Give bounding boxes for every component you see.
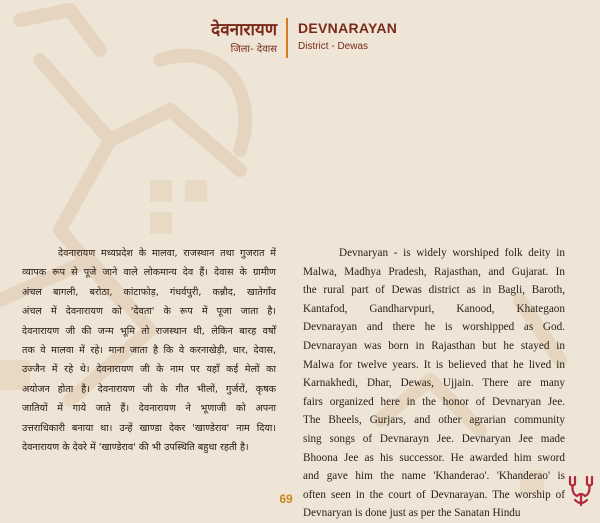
hindi-column: [22, 244, 276, 457]
hindi-line: देवनारायण के देवरे में 'खाण्डेराव' की भी उपस्थिति बहुधा रहती है।: [22, 442, 249, 454]
header-divider: [286, 18, 288, 58]
hindi-line: देवनारायण जी की जन्म भूमि तो राजस्थान थी, लेकिन बारह वर्षों: [22, 325, 276, 337]
english-line: the rural part of Dewas district as in Bagli, Baroth,: [303, 284, 565, 297]
hindi-line: तक वे मालवा में रहे। माना जाता है कि वे करनाखेड़ी, धार, देवास,: [22, 345, 276, 357]
subtitle-hindi: जिला- देवास: [230, 44, 277, 55]
hindi-line: जातियों में गाये जाते हैं। देवनारायण ने भूणाजी को अपना: [22, 403, 276, 415]
title-english: DEVNARAYAN: [298, 20, 398, 36]
english-line: Devnaryan - is widely worshiped folk deity in: [339, 247, 565, 259]
english-line: Devnarayan was born in Rajasthan but he stayed in: [303, 339, 565, 352]
page-number: 69: [279, 492, 293, 506]
hindi-line: अंचल में देवनारायण को 'देवता' के रूप में पूजा जाता है।: [22, 306, 276, 318]
hindi-line: अंचल बागली, बरोठा, कांटाफोड़, गंधर्वपुरी, कन्नौद, खातेगाँव: [22, 286, 276, 298]
english-line: Karnakhedi, Dhar, Dewas, Ujjain. There are many: [303, 377, 565, 390]
english-line: Bhoona Jee as his successor. He awarded him sword: [303, 451, 565, 464]
subtitle-english: District - Dewas: [298, 41, 369, 52]
english-line: Malwa for twelve years. It is believed that he lived in: [303, 358, 565, 371]
english-column: [303, 244, 565, 523]
hindi-line: उज्जैन में रहे थे। देवनारायण जी के नाम पर यहाँ कई मेलों का: [22, 364, 276, 376]
tribal-emblem-icon: [566, 474, 596, 508]
english-line: and gave him the name 'Khanderao'. 'Khanderao' is: [303, 470, 565, 483]
english-line: The Bheels, Gurjars, and other agrarian community: [303, 414, 565, 427]
english-line: Devnarayan and there he is worshipped as God.: [303, 321, 565, 334]
english-line: sing songs of Devnarayn Jee. Devnaryan Jee made: [303, 432, 565, 445]
hindi-line: देवनारायण मध्यप्रदेश के मालवा, राजस्थान तथा गुजरात में: [58, 248, 276, 259]
hindi-line: उत्तराधिकारी बनाया था। उन्हें खाण्डा देकर 'खाण्डेराव' नाम दिया।: [22, 422, 276, 434]
english-line: often seen in the court of Devnarayan. The worship of: [303, 488, 565, 501]
hindi-line: व्यापक रूप से पूजे जाने वाले लोकमान्य देव हैं। देवास के ग्रामीण: [22, 267, 276, 279]
title-hindi: देवनारायण: [211, 20, 277, 40]
english-line: Devnaryan is done just as per the Sanatan Hindu: [303, 507, 521, 520]
english-line: Kantafod, Gandharvpuri, Kanood, Khategaon: [303, 302, 565, 315]
hindi-line: अयोजन होता है। देवनारायण जी के गीत भीलों, गुर्जरों, कृषक: [22, 383, 276, 395]
english-line: fairs organized here in the honor of Devnaryan Jee.: [303, 395, 565, 408]
page-header: [0, 14, 600, 64]
english-line: Malwa, Madhya Pradesh, Rajasthan, and Gujarat. In: [303, 265, 565, 278]
